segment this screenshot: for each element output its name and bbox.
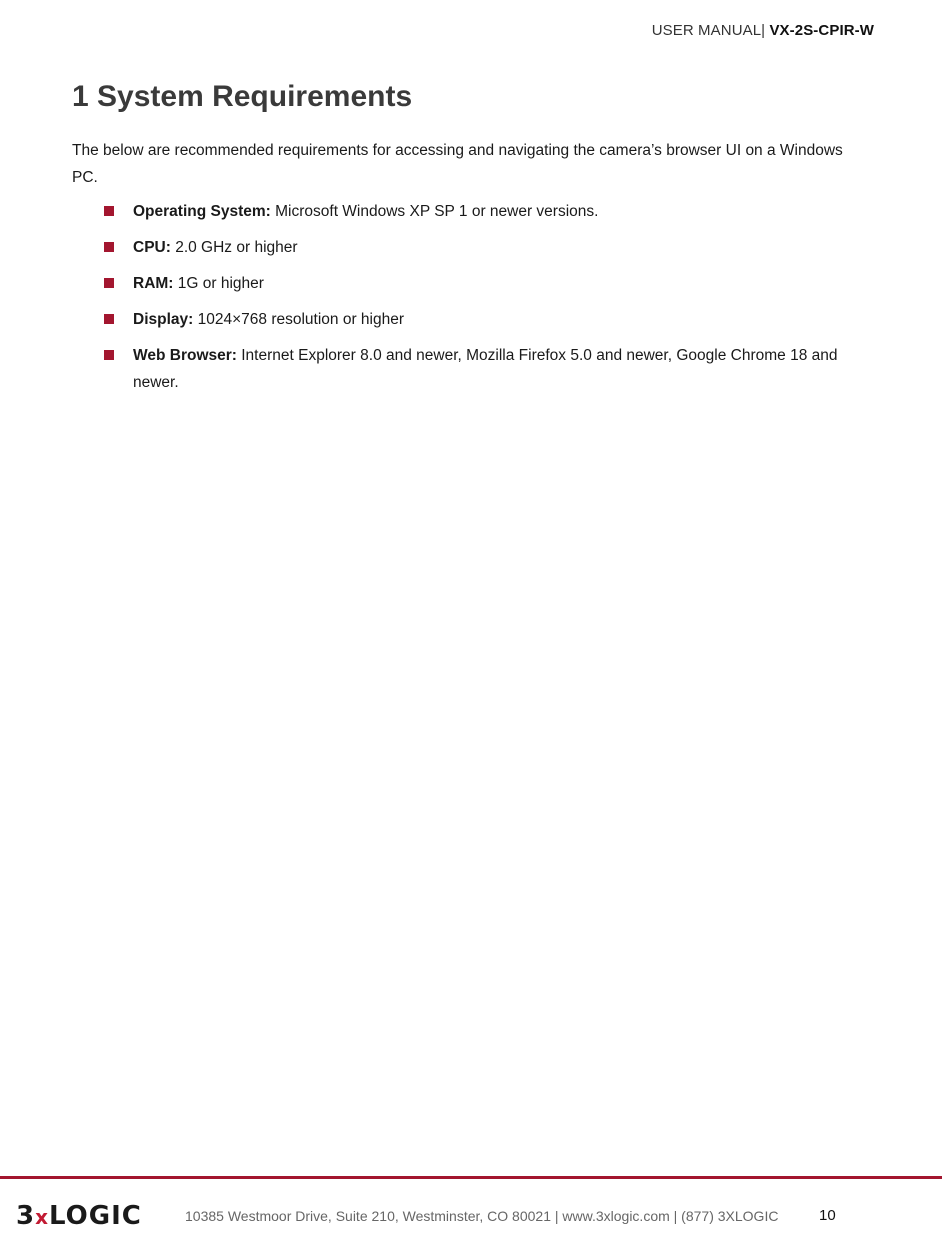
requirement-value: 1024×768 resolution or higher bbox=[197, 311, 405, 328]
requirement-label: RAM: bbox=[133, 275, 174, 292]
footer-address: 10385 Westmoor Drive, Suite 210, Westminster, CO 80021 | www.3xlogic.com | (877) 3XLOGIC bbox=[185, 1208, 779, 1224]
requirement-display bbox=[72, 306, 872, 333]
requirement-web-browser bbox=[72, 342, 872, 396]
logo-x-mark: x bbox=[35, 1205, 49, 1229]
square-bullet-icon bbox=[104, 242, 114, 252]
square-bullet-icon bbox=[104, 314, 114, 324]
square-bullet-icon bbox=[104, 206, 114, 216]
header-manual-label: USER MANUAL| bbox=[651, 22, 766, 39]
section-title: 1 System Requirements bbox=[72, 80, 413, 113]
requirements-list bbox=[72, 198, 872, 405]
requirement-label: CPU: bbox=[133, 239, 171, 256]
logo-wordmark: LOGIC bbox=[49, 1201, 142, 1231]
requirement-value: Internet Explorer 8.0 and newer, Mozilla Firefox 5.0 and newer, Google Chrome 18 and newer. bbox=[133, 347, 838, 391]
square-bullet-icon bbox=[104, 350, 114, 360]
intro-paragraph: The below are recommended requirements for accessing and navigating the camera’s browser UI on a Windows PC. bbox=[72, 142, 843, 186]
requirement-label: Web Browser: bbox=[133, 347, 237, 364]
requirement-label: Display: bbox=[133, 311, 194, 328]
requirement-value: 2.0 GHz or higher bbox=[175, 239, 298, 256]
requirement-ram bbox=[72, 270, 872, 297]
requirement-label: Operating System: bbox=[133, 203, 271, 220]
footer-divider bbox=[0, 1176, 942, 1179]
requirement-value: 1G or higher bbox=[177, 275, 264, 292]
company-logo bbox=[16, 1201, 142, 1231]
requirement-os bbox=[72, 198, 872, 225]
logo-digit: 3 bbox=[16, 1201, 36, 1231]
requirement-cpu bbox=[72, 234, 872, 261]
header-model-name: VX-2S-CPIR-W bbox=[769, 22, 874, 39]
requirement-value: Microsoft Windows XP SP 1 or newer versions. bbox=[275, 203, 599, 220]
square-bullet-icon bbox=[104, 278, 114, 288]
page-header bbox=[652, 22, 874, 39]
page-number: 10 bbox=[819, 1207, 836, 1224]
